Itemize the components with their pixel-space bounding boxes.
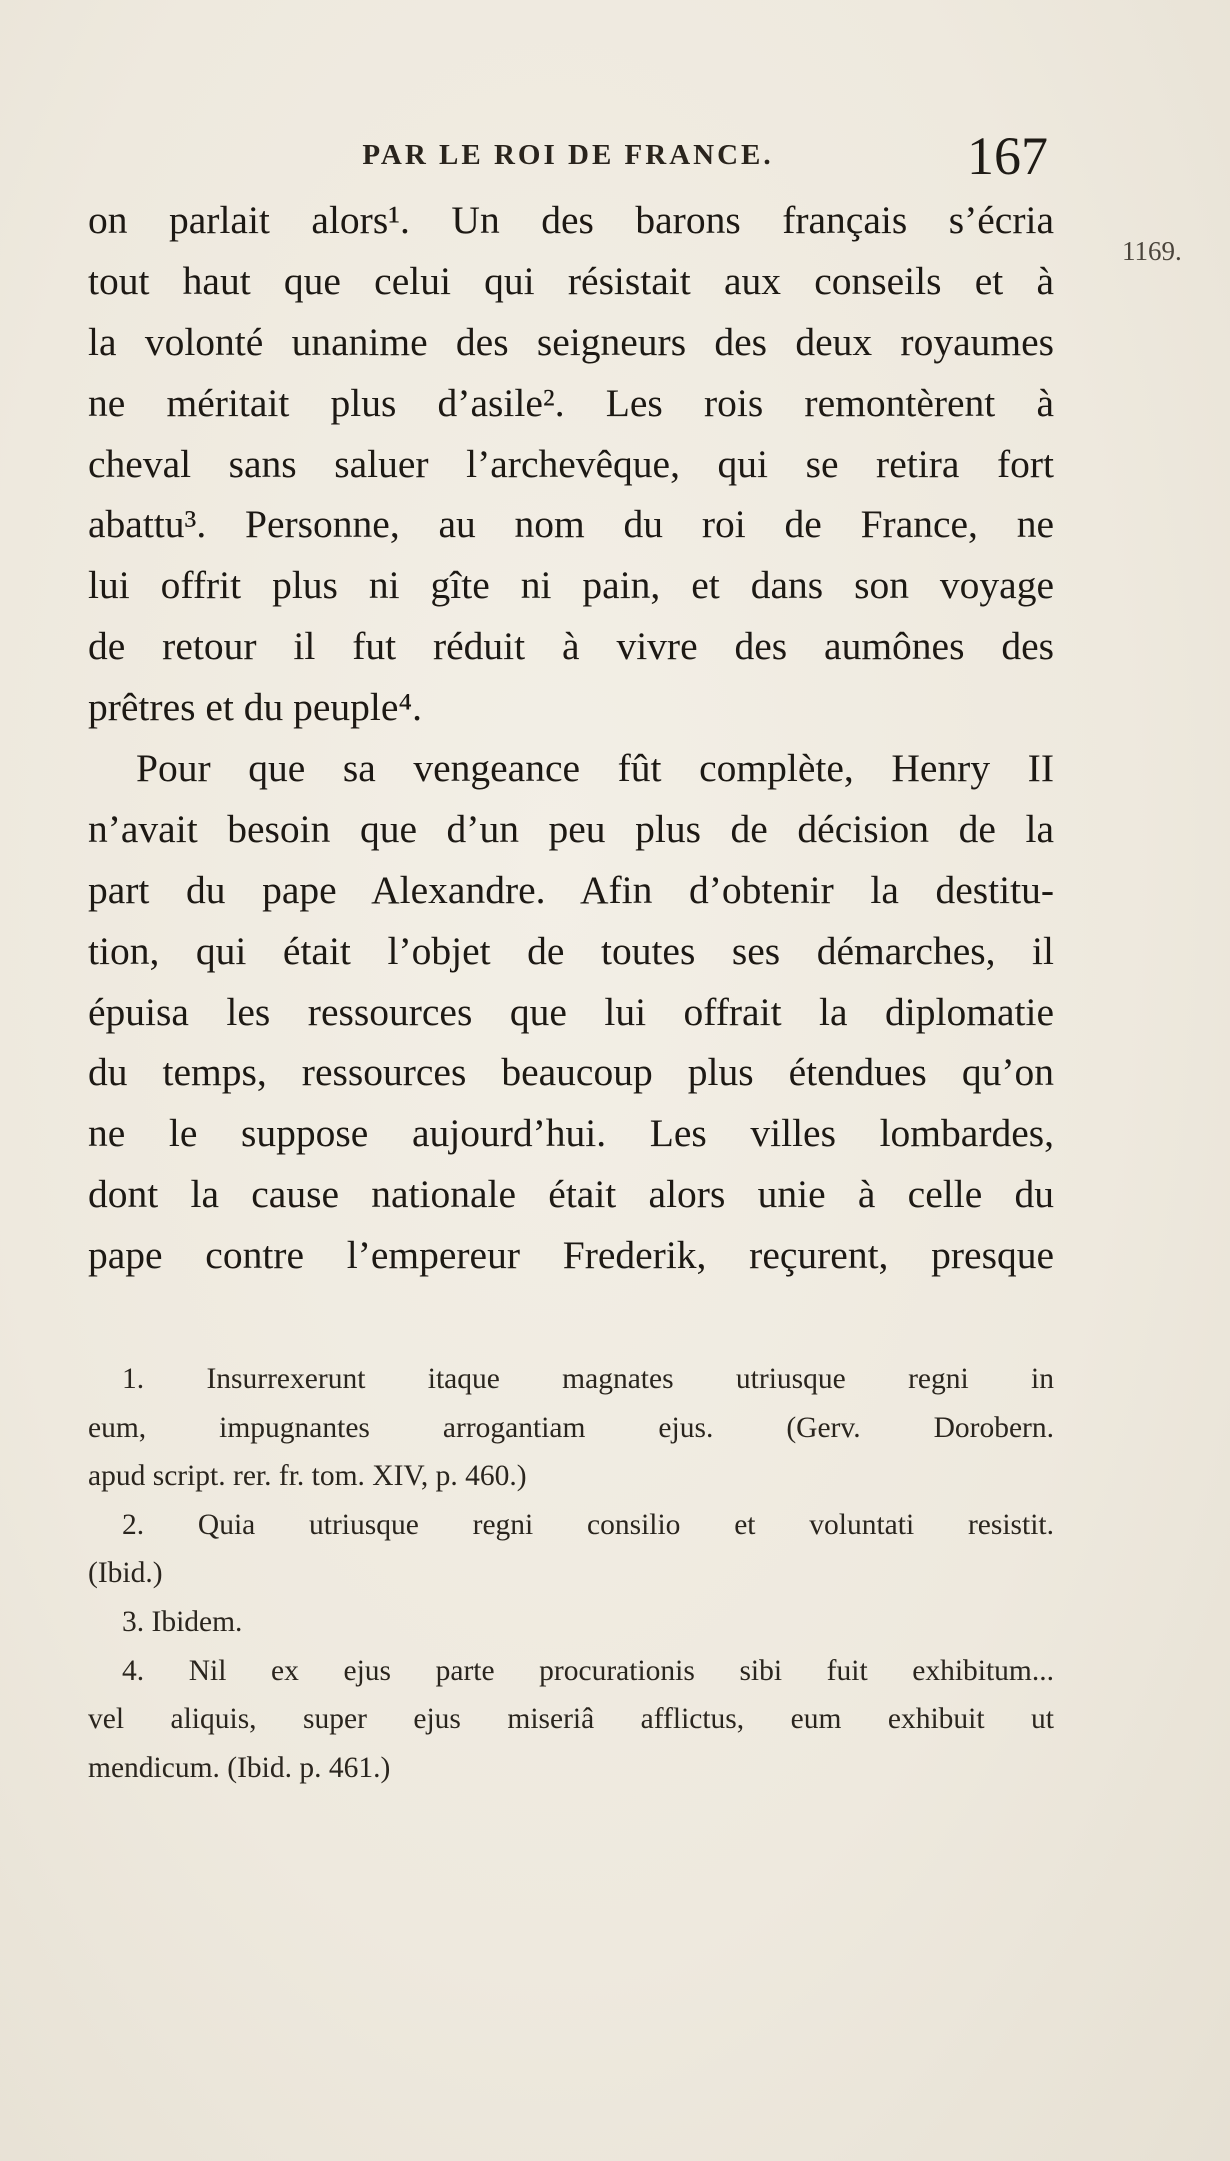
text-line: prêtres et du peuple⁴.	[88, 685, 423, 730]
running-head: PAR LE ROI DE FRANCE.	[362, 139, 774, 171]
text-line: du temps, ressources beaucoup plus étendues qu’on	[88, 1050, 1054, 1095]
text-line: cheval sans saluer l’archevêque, qui se retira fort	[88, 441, 1054, 486]
text-line: on parlait alors¹. Un des barons français s’écria	[88, 198, 1054, 242]
main-text	[88, 190, 1054, 1286]
footnote-line: (Ibid.)	[88, 1557, 163, 1590]
margin-date-note: 1169.	[1122, 236, 1182, 266]
text-line: ne le suppose aujourd’hui. Les villes lombardes,	[88, 1111, 1054, 1156]
footnote-line: apud script. rer. fr. tom. XIV, p. 460.)	[88, 1460, 527, 1493]
text-line: tout haut que celui qui résistait aux conseils et à	[88, 258, 1054, 303]
footnote-line: eum, impugnantes arrogantiam ejus. (Gerv. Dorobern.	[88, 1411, 1054, 1444]
footnote-line: 4. Nil ex ejus parte procurationis sibi fuit exhibitum...	[122, 1654, 1054, 1687]
text-line: lui offrit plus ni gîte ni pain, et dans son voyage	[88, 563, 1054, 608]
footnote-line: 2. Quia utriusque regni consilio et voluntati resistit.	[122, 1508, 1054, 1541]
page-header	[88, 125, 1048, 185]
text-line: de retour il fut réduit à vivre des aumônes des	[88, 624, 1054, 669]
text-line: Pour que sa vengeance fût complète, Henry II	[136, 746, 1054, 791]
page-number: 167	[967, 126, 1048, 186]
text-line: épuisa les ressources que lui offrait la diplomatie	[88, 989, 1054, 1034]
footnote-line: vel aliquis, super ejus miseriâ afflictus, eum exhibuit ut	[88, 1703, 1054, 1736]
footnote-line: 3. Ibidem.	[122, 1605, 243, 1638]
footnote-line: mendicum. (Ibid. p. 461.)	[88, 1751, 391, 1784]
text-line: part du pape Alexandre. Afin d’obtenir la destitu-	[88, 867, 1054, 912]
text-line: n’avait besoin que d’un peu plus de décision de la	[88, 806, 1054, 851]
text-line: ne méritait plus d’asile². Les rois remontèrent à	[88, 380, 1054, 425]
footnotes	[88, 1355, 1054, 1792]
text-line: pape contre l’empereur Frederik, reçurent, presque	[88, 1233, 1054, 1278]
footnote-line: 1. Insurrexerunt itaque magnates utriusque regni in	[122, 1363, 1054, 1395]
text-line: abattu³. Personne, au nom du roi de France, ne	[88, 502, 1054, 547]
text-line: dont la cause nationale était alors unie à celle du	[88, 1172, 1054, 1217]
text-line: tion, qui était l’objet de toutes ses démarches, il	[88, 928, 1054, 973]
text-line: la volonté unanime des seigneurs des deux royaumes	[88, 319, 1054, 364]
